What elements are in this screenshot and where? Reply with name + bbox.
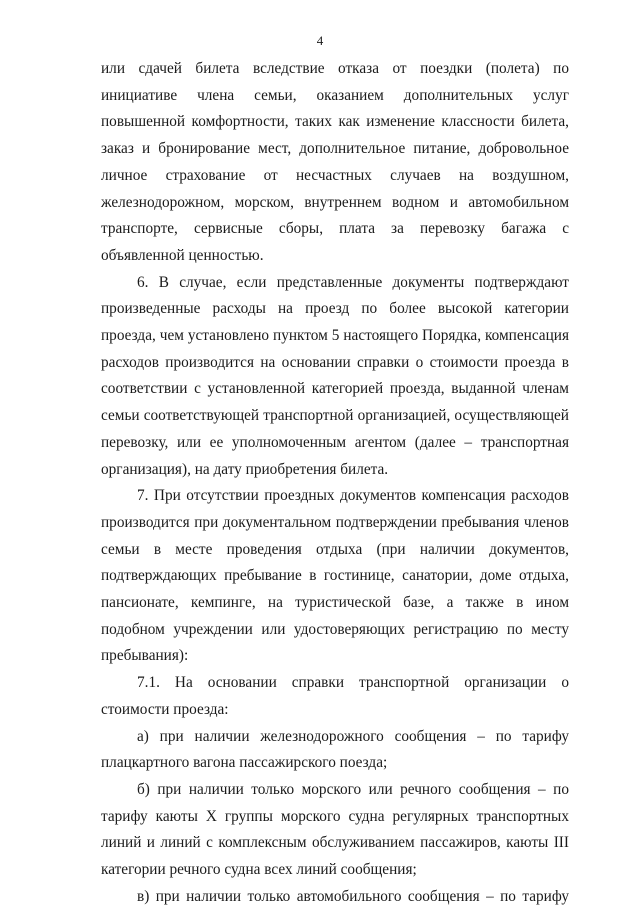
page-number: 4 [316,33,324,48]
paragraph-subitem-b: б) при наличии только морского или речного сообщения – по тарифу каюты X группы морского судна регулярных транспортных линий и линий с комплексным обслуживанием пассажиров, каюты III категории речного судна всех линий сообщения; [101,780,569,879]
paragraph-continuation: или сдачей билета вследствие отказа от поездки (полета) по инициативе члена семьи, оказанием дополнительных услуг повышенной комфортности, таких как изменение классности билета, заказ и бронирование мест, дополнительное питание, добровольное личное страхование от несчастных случаев на воздушном, железнодорожном, морском, внутреннем водном и автомобильном транспорте, сервисные сборы, плата за перевозку багажа с объявленной ценностью. [101,60,569,264]
paragraph-subitem-v: в) при наличии только автомобильного сообщения – по тарифу [137,887,569,905]
paragraph-item-6: 6. В случае, если представленные документы подтверждают произведенные расходы на проезд по более высокой категории проезда, чем установлено пунктом 5 настоящего Порядка, компенсация расходов производится на основании справки о стоимости проезда в соответствии с установленной категорией проезда, выданной членам семьи соответствующей транспортной организацией, осуществляющей перевозку, или ее уполномоченным агентом (далее – транспортная организация), на дату приобретения билета. [101,273,569,478]
paragraph-subitem-a: а) при наличии железнодорожного сообщения – по тарифу плацкартного вагона пассажирского поезда; [101,727,569,772]
paragraph-item-7-1: 7.1. На основании справки транспортной организации о стоимости проезда: [101,674,569,718]
document-body [101,56,569,911]
paragraph-item-7: 7. При отсутствии проездных документов компенсация расходов производится при документальном подтверждении пребывания членов семьи в месте проведения отдыха (при наличии документов, подтверждающих пребывание в гостинице, санатории, доме отдыха, пансионате, кемпинге, на туристической базе, а также в ином подобном учреждении или удостоверяющих регистрацию по месту пребывания): [101,487,569,665]
